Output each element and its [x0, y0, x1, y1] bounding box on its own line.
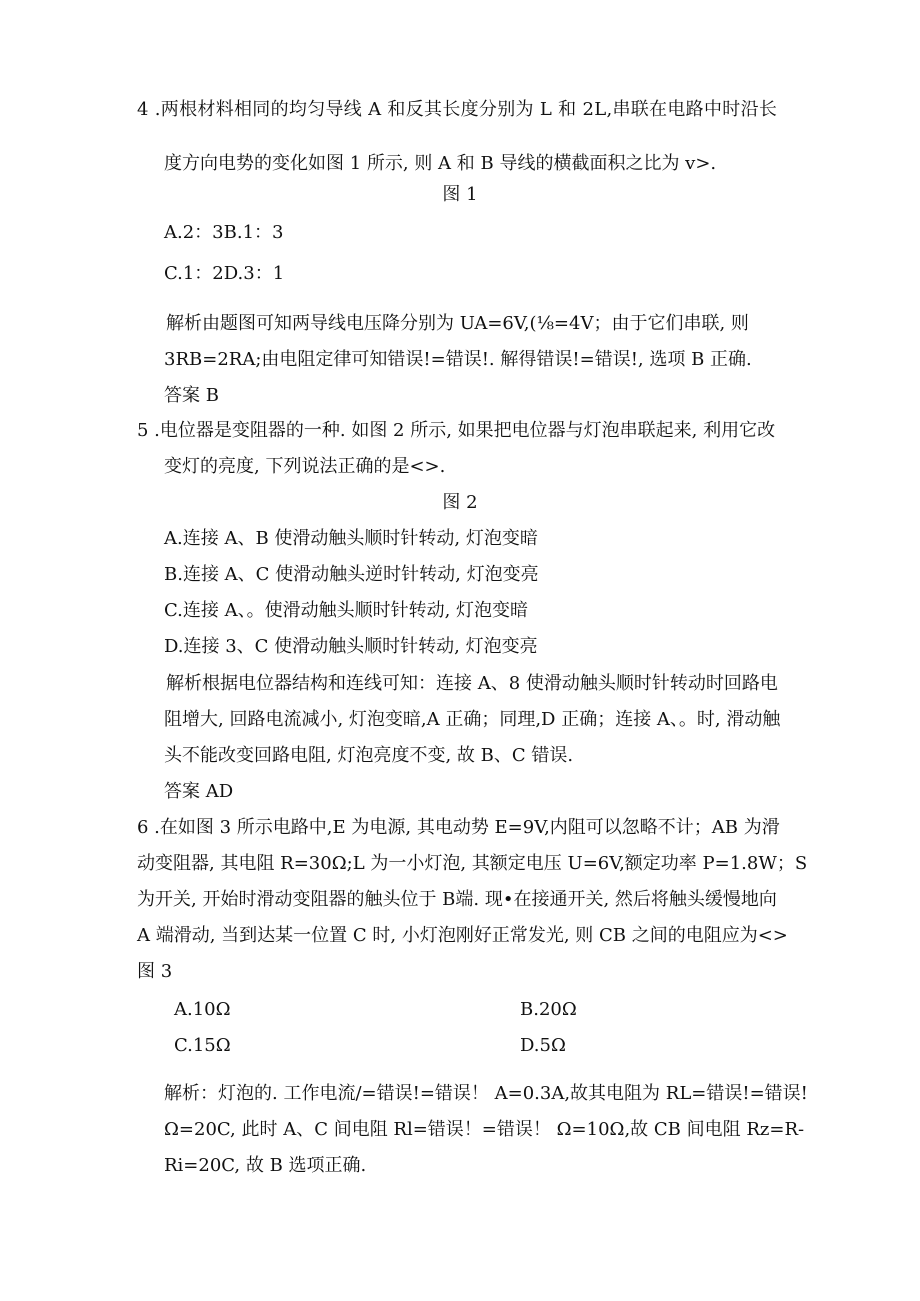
q5-analysis-line-1: 解析根据电位器结构和连线可知：连接 A、8 使滑动触头顺时针转动时回路电: [166, 673, 778, 694]
q5-option-b: B.连接 A、C 使滑动触头逆时针转动, 灯泡变亮: [164, 564, 539, 585]
q6-figure-caption: 图 3: [137, 961, 173, 982]
q5-stem-line-2: 变灯的亮度, 下列说法正确的是<>.: [164, 456, 446, 477]
q4-analysis-line-2: 3RB=2RA;由电阻定律可知错误!=错误!. 解得错误!=错误!, 选项 B 正确.: [164, 349, 752, 370]
q4-stem-line-1: 4 .两根材料相同的均匀导线 A 和反其长度分别为 L 和 2L,串联在电路中时沿长: [137, 99, 778, 120]
q6-stem-line-4: A 端滑动, 当到达某一位置 C 时, 小灯泡刚好正常发光, 则 CB 之间的电阻应为<>: [137, 925, 788, 946]
q6-option-a: A.10Ω: [174, 999, 231, 1020]
q6-option-d: D.5Ω: [520, 1035, 566, 1056]
q5-analysis-line-2: 阻增大, 回路电流减小, 灯泡变暗,A 正确；同理,D 正确；连接 A、。时, 滑动触: [164, 709, 781, 730]
q6-stem-line-3: 为开关, 开始时滑动变阻器的触头位于 B端. 现•在接通开关, 然后将触头缓慢地向: [137, 889, 777, 910]
q5-option-d: D.连接 3、C 使滑动触头顺时针转动, 灯泡变亮: [164, 636, 538, 657]
q5-option-a: A.连接 A、B 使滑动触头顺时针转动, 灯泡变暗: [164, 528, 538, 549]
q4-stem-line-2: 度方向电势的变化如图 1 所示, 则 A 和 B 导线的横截面积之比为 v>.: [164, 153, 717, 174]
q6-analysis-line-1: 解析：灯泡的. 工作电流/=错误!=错误！ A=0.3A,故其电阻为 RL=错误!=错误!: [164, 1083, 808, 1104]
q5-answer: 答案 AD: [164, 781, 234, 802]
q4-options-line-1: A.2：3B.1：3: [164, 222, 284, 243]
q4-analysis-line-1: 解析由题图可知两导线电压降分别为 UA=6V,(⅛=4V；由于它们串联, 则: [166, 313, 749, 334]
q6-stem-line-2: 动变阻器, 其电阻 R=30Ω;L 为一小灯泡, 其额定电压 U=6V,额定功率 P=1.8W；S: [137, 853, 808, 874]
q5-stem-line-1: 5 .电位器是变阻器的一种. 如图 2 所示, 如果把电位器与灯泡串联起来, 利用它改: [137, 420, 776, 441]
q5-option-c: C.连接 A、。使滑动触头顺时针转动, 灯泡变暗: [164, 600, 529, 621]
q4-options-line-2: C.1：2D.3：1: [164, 263, 285, 284]
q6-analysis-line-2: Ω=20C, 此时 A、C 间电阻 Rl=错误！=错误！ Ω=10Ω,故 CB 间电阻 Rz=R-: [164, 1119, 805, 1140]
q6-stem-line-1: 6 .在如图 3 所示电路中,E 为电源, 其电动势 E=9V,内阻可以忽略不计；AB 为滑: [137, 817, 780, 838]
q5-figure-caption: 图 2: [442, 492, 478, 513]
q6-analysis-line-3: Ri=20C, 故 B 选项正确.: [164, 1155, 367, 1176]
q6-option-c: C.15Ω: [174, 1035, 231, 1056]
q4-figure-caption: 图 1: [442, 184, 478, 205]
q4-answer: 答案 B: [164, 385, 219, 406]
q6-option-b: B.20Ω: [520, 999, 577, 1020]
q5-analysis-line-3: 头不能改变回路电阻, 灯泡亮度不变, 故 B、C 错误.: [164, 745, 574, 766]
